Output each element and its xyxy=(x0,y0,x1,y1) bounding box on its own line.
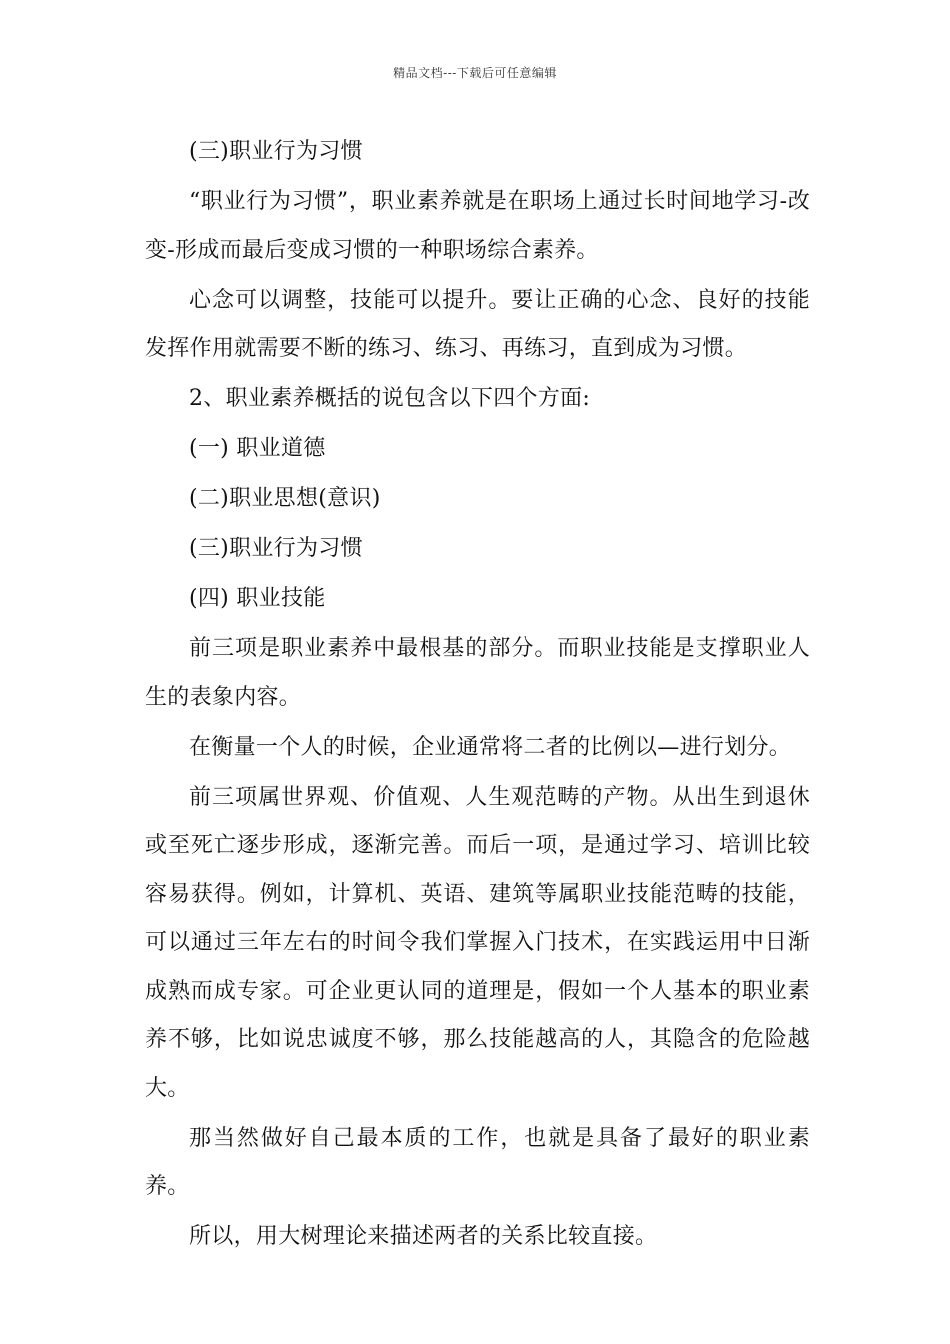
list-item-behavior-habits: (三)职业行为习惯 xyxy=(189,536,363,561)
paragraph-essential-work: 那当然做好自己最本质的工作，也就是具备了最好的职业素养。 xyxy=(145,1125,810,1199)
paragraph-ratio: 在衡量一个人的时候，企业通常将二者的比例以—进行划分。 xyxy=(189,734,792,760)
paragraph-four-aspects-intro: 2、职业素养概括的说包含以下四个方面: xyxy=(189,386,591,411)
list-item-ethics: (一) 职业道德 xyxy=(189,436,326,461)
paragraph-heading-behavior-habits: (三)职业行为习惯 xyxy=(189,139,363,164)
paragraph-foundation: 前三项是职业素养中最根基的部分。而职业技能是支撑职业人生的表象内容。 xyxy=(145,636,810,710)
paragraph-worldview: 前三项属世界观、价值观、人生观范畴的产物。从出生到退休或至死亡逐步形成，逐渐完善。而后一项，是通过学习、培训比较容易获得。例如，计算机、英语、建筑等属职业技能范畴的技能，可以通过三年左右的时间令我们掌握入门技术，在实践运用中日渐成熟而成专家。可企业更认同的道理是，假如一个人基本的职业素养不够，比如说忠诚度不够，那么技能越高的人，其隐含的危险越大。 xyxy=(145,784,810,1101)
paragraph-mindset-skills: 心念可以调整，技能可以提升。要让正确的心念、良好的技能发挥作用就需要不断的练习、练习、再练习，直到成为习惯。 xyxy=(145,287,810,361)
page-header: 精品文档---下载后可任意编辑 xyxy=(393,66,557,80)
paragraph-tree-theory: 所以，用大树理论来描述两者的关系比较直接。 xyxy=(189,1224,658,1249)
list-item-thinking: (二)职业思想(意识) xyxy=(189,486,381,511)
list-item-skills: (四) 职业技能 xyxy=(189,586,326,611)
paragraph-behavior-habits-definition: “职业行为习惯”，职业素养就是在职场上通过长时间地学习-改变-形成而最后变成习惯的一种职场综合素养。 xyxy=(145,189,810,263)
document-body xyxy=(145,128,810,1263)
